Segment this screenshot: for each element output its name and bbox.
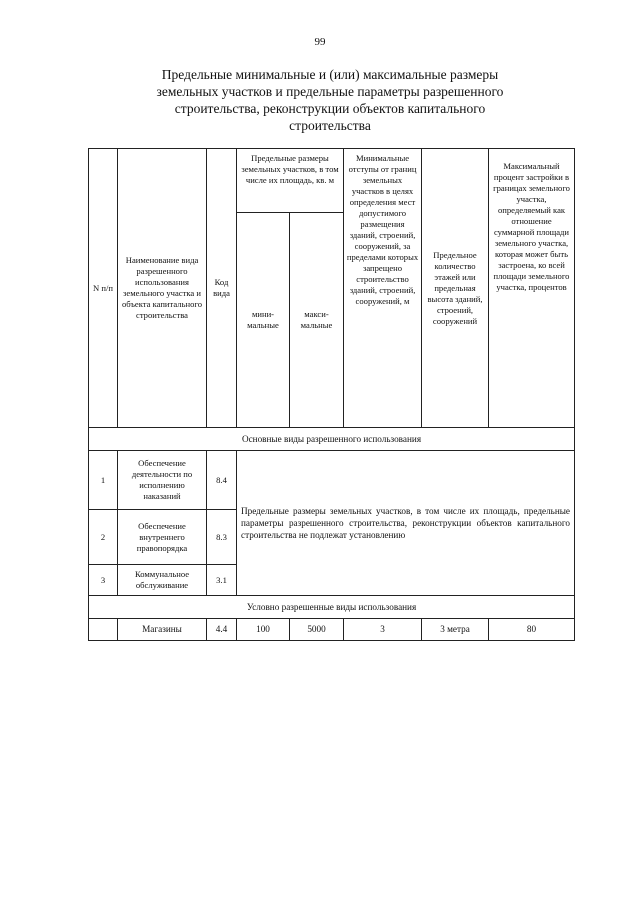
header-size-group: Предельные размеры земельных участков, в том числе их площадь, кв. м	[237, 149, 344, 213]
row-num: 3	[89, 565, 118, 596]
row-num	[89, 619, 118, 641]
header-code: Код вида	[207, 149, 237, 428]
table-row	[89, 619, 575, 641]
row-name: Обеспечение внутреннего правопорядка	[118, 510, 207, 565]
header-coverage: Максимальный процент застройки в границах земельного участка, определяемый как отношение суммарной площади земельного участка, которая может быть застроена, ко всей площади земельного участка, процентов	[489, 149, 575, 428]
table-row	[89, 451, 575, 510]
row-code: 3.1	[207, 565, 237, 596]
page-number: 99	[314, 36, 326, 48]
header-max: макси-мальные	[290, 213, 344, 428]
row-max: 5000	[290, 619, 344, 641]
row-code: 8.3	[207, 510, 237, 565]
header-name: Наименование вида разрешенного использования земельного участка и объекта капитального строительства	[118, 149, 207, 428]
parameters-table	[88, 148, 575, 641]
row-code: 8.4	[207, 451, 237, 510]
header-floors: Предельное количество этажей или предельная высота зданий, строений, сооружений	[422, 149, 489, 428]
row-num: 2	[89, 510, 118, 565]
row-num: 1	[89, 451, 118, 510]
document-title: Предельные минимальные и (или) максимальные размеры земельных участков и предельные параметры разрешенного строительства, реконструкции объектов капитального строительства	[156, 67, 504, 133]
header-num: N п/п	[89, 149, 118, 428]
row-min: 100	[237, 619, 290, 641]
row-name: Обеспечение деятельности по исполнению наказаний	[118, 451, 207, 510]
row-name: Коммунальное обслуживание	[118, 565, 207, 596]
header-min: мини-мальные	[237, 213, 290, 428]
row-floors: 3 метра	[422, 619, 489, 641]
row-setbacks: 3	[344, 619, 422, 641]
row-name: Магазины	[118, 619, 207, 641]
section-conditional-title: Условно разрешенные виды использования	[89, 596, 575, 619]
row-code: 4.4	[207, 619, 237, 641]
section-main-title: Основные виды разрешенного использования	[89, 428, 575, 451]
main-note: Предельные размеры земельных участков, в том числе их площадь, предельные параметры разрешенного строительства, реконструкции объектов капитального строительства не подлежат установлению	[237, 451, 575, 596]
row-coverage: 80	[489, 619, 575, 641]
header-setbacks: Минимальные отступы от границ земельных участков в целях определения мест допустимого размещения зданий, строений, сооружений, за пределами которых запрещено строительство зданий, строений, сооружений, м	[344, 149, 422, 428]
